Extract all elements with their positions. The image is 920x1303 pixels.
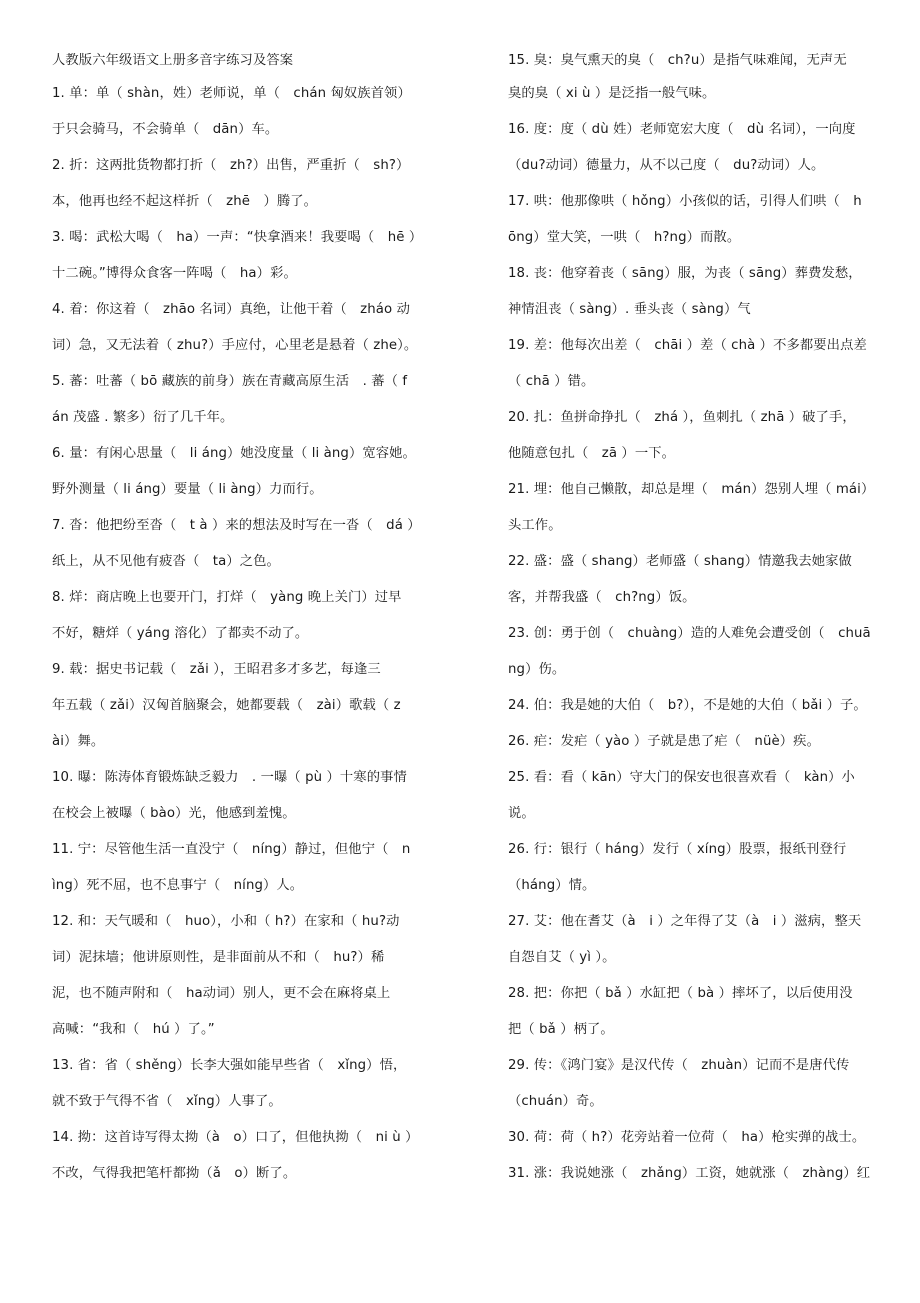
text-line: 臭的臭（ xi ù ）是泛指一般气味。 (508, 86, 716, 101)
text-line: 本，他再也经不起这样折（ zhē ）腾了。 (52, 194, 318, 209)
text-line: 16. 度：度（ dù 姓）老师宽宏大度（ dù 名词），一向度 (508, 122, 856, 137)
text-line: 于只会骑马，不会骑单（ dān）车。 (52, 122, 279, 137)
text-line: 26. 行：银行（ háng）发行（ xíng）股票，报纸刊登行 (508, 842, 847, 857)
text-line: ōng）堂大笑，一哄（ h?ng）而散。 (508, 230, 741, 245)
text-line: 31. 涨：我说她涨（ zhǎng）工资，她就涨（ zhàng）红 (508, 1166, 871, 1181)
text-line: 不改，气得我把笔杆都拗（ǎ o）断了。 (52, 1166, 297, 1181)
document-title: 人教版六年级语文上册多音字练习及答案 (52, 53, 294, 68)
text-line: 18. 丧：他穿着丧（ sāng）服，为丧（ sāng）葬费发愁， (508, 266, 862, 281)
text-line: 11. 宁：尽管他生活一直没宁（ níng）静过，但他宁（ n (52, 842, 411, 857)
text-line: 28. 把：你把（ bǎ ）水缸把（ bà ）摔坏了，以后使用没 (508, 986, 853, 1001)
text-line: 20. 扎：鱼拼命挣扎（ zhá ），鱼刺扎（ zhā ）破了手， (508, 410, 856, 425)
text-line: 24. 伯：我是她的大伯（ b?），不是她的大伯（ bǎi ）子。 (508, 698, 867, 713)
text-line: 22. 盛：盛（ shang）老师盛（ shang）情邀我去她家做 (508, 554, 852, 569)
text-line: 客，并帮我盛（ ch?ng）饭。 (508, 590, 696, 605)
text-line: 21. 埋：他自己懒散，却总是埋（ mán）怨别人埋（ mái） (508, 482, 875, 497)
text-line: 29. 传：《鸿门宴》是汉代传（ zhuàn）记而不是唐代传 (508, 1058, 850, 1073)
text-line: 十二碗。”博得众食客一阵喝（ ha）彩。 (52, 266, 297, 281)
text-line: 野外测量（ li áng）要量（ li àng）力而行。 (52, 482, 323, 497)
text-line: 15. 臭：臭气熏天的臭（ ch?u）是指气味难闻，无声无 (508, 53, 847, 68)
text-line: 在校会上被曝（ bào）光，他感到羞愧。 (52, 806, 296, 821)
text-line: 自怨自艾（ yì ）。 (508, 950, 616, 965)
text-line: （chuán）奇。 (508, 1094, 603, 1109)
text-line: 高喊：“我和（ hú ）了。” (52, 1022, 215, 1037)
text-line: 词）泥抹墙；他讲原则性，是非面前从不和（ hu?）稀 (52, 950, 385, 965)
text-line: ng）伤。 (508, 662, 566, 677)
text-line: 泥，也不随声附和（ ha动词）别人，更不会在麻将桌上 (52, 986, 391, 1001)
text-line: ài）舞。 (52, 734, 105, 749)
text-line: 14. 拗：这首诗写得太拗（à o）口了，但他执拗（ ni ù ） (52, 1130, 419, 1145)
text-line: 年五载（ zǎi）汉匈首脑聚会，她都要载（ zài）歌载（ z (52, 698, 401, 713)
text-line: 8. 烊：商店晚上也要开门，打烊（ yàng 晚上关门）过早 (52, 590, 402, 605)
text-line: 词）急，又无法着（ zhu?）手应付，心里老是悬着（ zhe）。 (52, 338, 418, 353)
text-line: （háng）情。 (508, 878, 596, 893)
text-line: 不好，糖烊（ yáng 溶化）了都卖不动了。 (52, 626, 309, 641)
text-line: 23. 创：勇于创（ chuàng）造的人难免会遭受创（ chuā (508, 626, 871, 641)
text-line: 神情沮丧（ sàng）. 垂头丧（ sàng）气 (508, 302, 751, 317)
text-line: 3. 喝：武松大喝（ ha）一声：“快拿酒来！我要喝（ hē ） (52, 230, 423, 245)
text-line: ìng）死不屈，也不息事宁（ níng）人。 (52, 878, 304, 893)
text-line: 纸上，从不见他有疲沓（ ta）之色。 (52, 554, 280, 569)
text-line: （ chā ）错。 (508, 374, 595, 389)
text-line: 9. 载：据史书记载（ zǎi ），王昭君多才多艺，每逢三 (52, 662, 381, 677)
text-line: 27. 艾：他在耆艾（à i ）之年得了艾（à i ）滋病，整天 (508, 914, 862, 929)
right-column (508, 46, 908, 1192)
text-line: 说。 (508, 806, 535, 821)
text-line: 13. 省：省（ shěng）长李大强如能早些省（ xǐng）悟， (52, 1058, 407, 1073)
text-line: 25. 看：看（ kān）守大门的保安也很喜欢看（ kàn）小 (508, 770, 855, 785)
text-line: 12. 和：天气暖和（ huo），小和（ h?）在家和（ hu?动 (52, 914, 400, 929)
text-line: 把（ bǎ ）柄了。 (508, 1022, 614, 1037)
left-column (52, 46, 454, 1192)
text-line: 4. 着：你这着（ zhāo 名词）真绝，让他干着（ zháo 动 (52, 302, 410, 317)
text-line: 19. 差：他每次出差（ chāi ）差（ chà ）不多都要出点差 (508, 338, 867, 353)
text-line: 30. 荷：荷（ h?）花旁站着一位荷（ ha）枪实弹的战士。 (508, 1130, 866, 1145)
text-line: án 茂盛 . 繁多）衍了几千年。 (52, 410, 234, 425)
text-line: 他随意包扎（ zā ）一下。 (508, 446, 676, 461)
text-line: 26. 疟：发疟（ yào ）子就是患了疟（ nüè）疾。 (508, 734, 820, 749)
text-line: 头工作。 (508, 518, 562, 533)
text-line: 就不致于气得不省（ xǐng）人事了。 (52, 1094, 282, 1109)
text-line: 1. 单：单（ shàn，姓）老师说，单（ chán 匈奴族首领） (52, 86, 411, 101)
text-line: 10. 曝：陈涛体育锻炼缺乏毅力 . 一曝（ pù ）十寒的事情 (52, 770, 407, 785)
text-line: 7. 沓：他把纷至沓（ t à ）来的想法及时写在一沓（ dá ） (52, 518, 421, 533)
text-line: 6. 量：有闲心思量（ li áng）她没度量（ li àng）宽容她。 (52, 446, 416, 461)
text-line: 17. 哄：他那像哄（ hǒng）小孩似的话，引得人们哄（ h (508, 194, 862, 209)
text-line: 5. 蕃：吐蕃（ bō 藏族的前身）族在青藏高原生活 . 蕃（ f (52, 374, 408, 389)
text-line: （du?动词）德量力，从不以己度（ du?动词）人。 (508, 158, 825, 173)
text-line: 2. 折：这两批货物都打折（ zh?）出售，严重折（ sh?） (52, 158, 410, 173)
